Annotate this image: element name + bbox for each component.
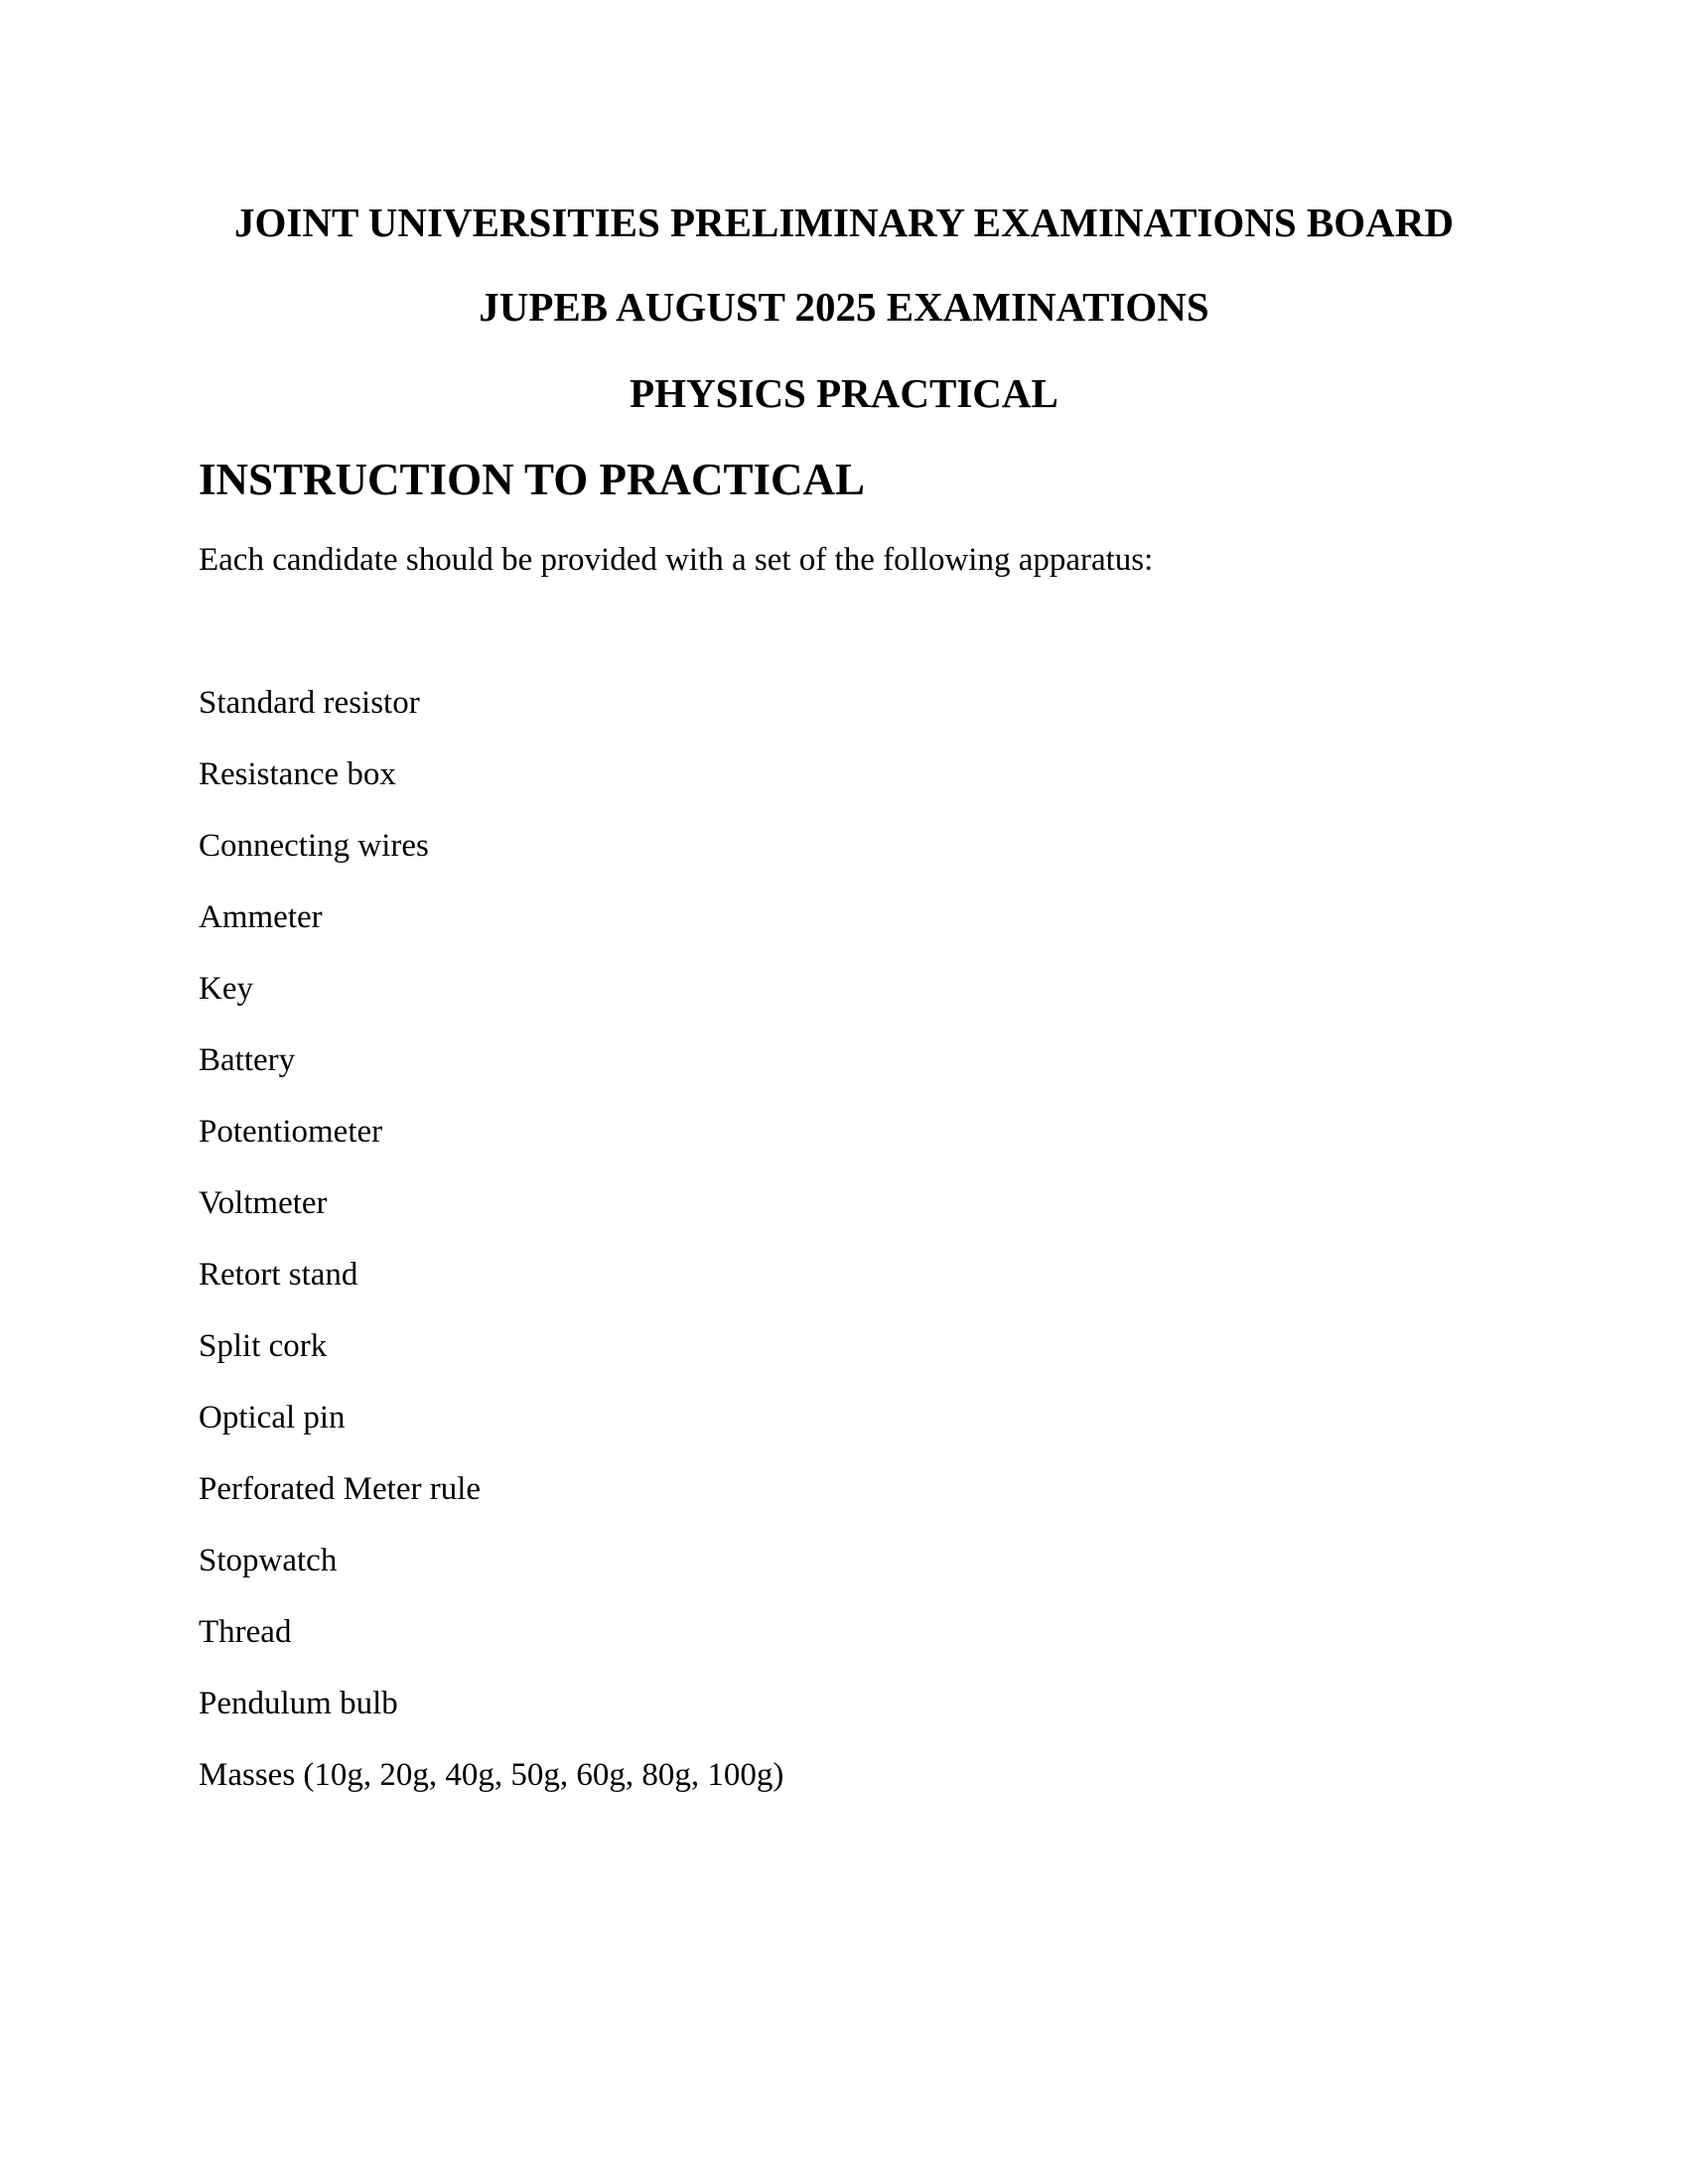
apparatus-item: Battery: [199, 1042, 296, 1078]
apparatus-item: Stopwatch: [199, 1543, 338, 1578]
apparatus-item: Key: [199, 971, 253, 1007]
subject-heading: PHYSICS PRACTICAL: [630, 370, 1058, 416]
apparatus-item: Resistance box: [199, 756, 396, 792]
exam-heading: JUPEB AUGUST 2025 EXAMINATIONS: [479, 284, 1209, 330]
apparatus-item: Masses (10g, 20g, 40g, 50g, 60g, 80g, 100g): [199, 1757, 784, 1793]
apparatus-item: Pendulum bulb: [199, 1686, 398, 1721]
apparatus-item: Potentiometer: [199, 1114, 383, 1150]
apparatus-item: Voltmeter: [199, 1185, 328, 1221]
apparatus-list: [199, 683, 783, 1827]
instruction-intro: Each candidate should be provided with a set of the following apparatus:: [199, 542, 1154, 578]
apparatus-item: Ammeter: [199, 899, 323, 935]
apparatus-item: Standard resistor: [199, 685, 420, 721]
apparatus-item: Retort stand: [199, 1257, 358, 1293]
board-heading: JOINT UNIVERSITIES PRELIMINARY EXAMINATIONS BOARD: [234, 200, 1454, 245]
apparatus-item: Thread: [199, 1614, 292, 1650]
apparatus-item: Perforated Meter rule: [199, 1471, 482, 1507]
instruction-title: INSTRUCTION TO PRACTICAL: [199, 455, 865, 504]
apparatus-item: Split cork: [199, 1328, 328, 1364]
apparatus-item: Optical pin: [199, 1400, 346, 1435]
apparatus-item: Connecting wires: [199, 828, 429, 864]
